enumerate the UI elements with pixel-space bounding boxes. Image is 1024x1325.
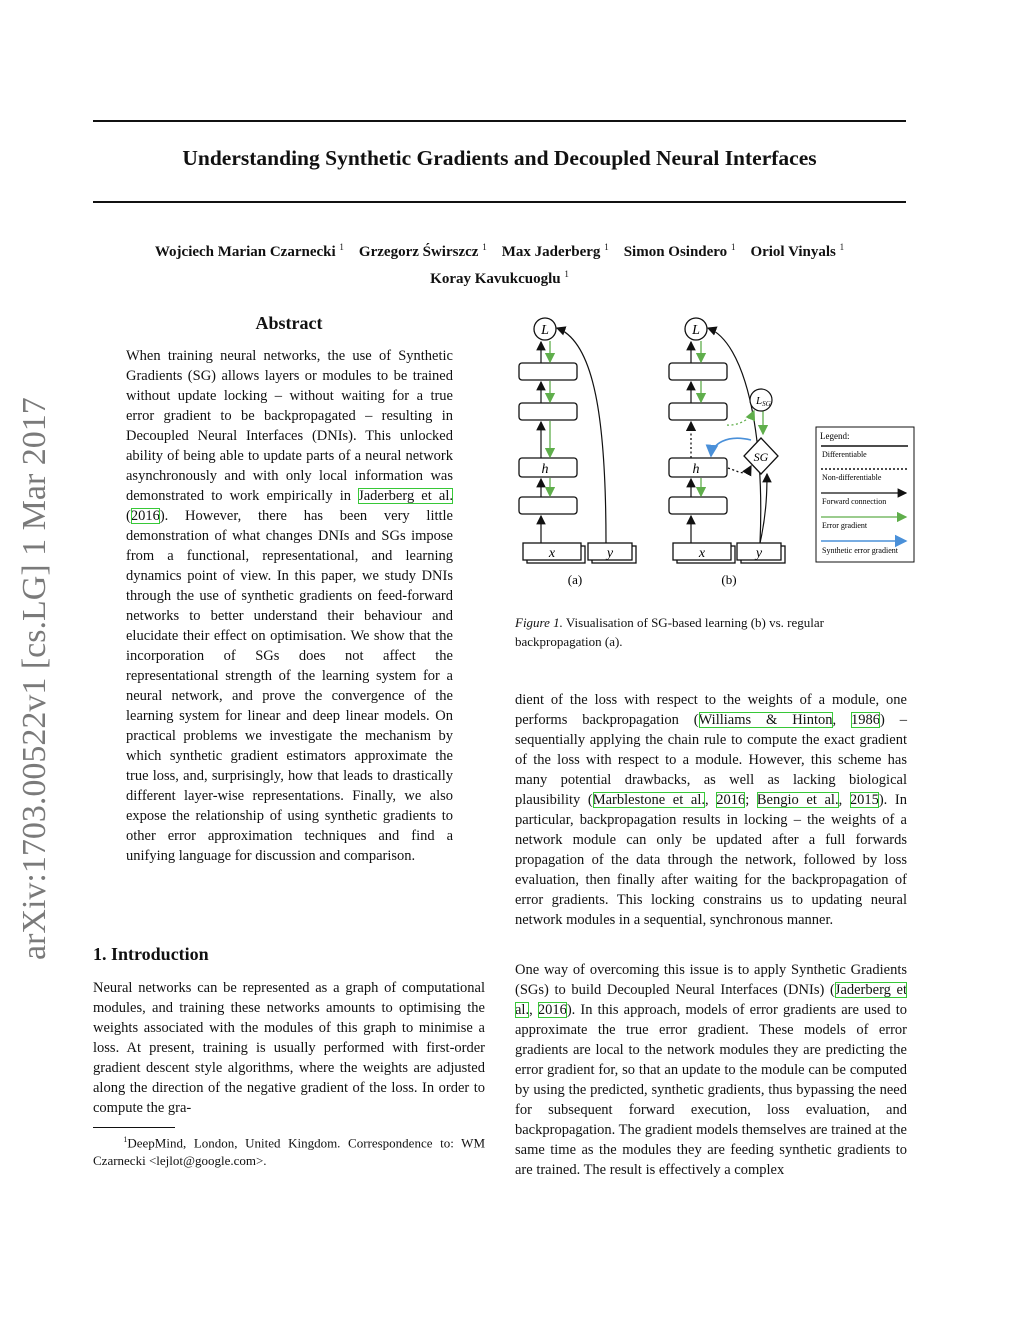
section-heading-introduction: 1. Introduction <box>93 944 209 964</box>
citation-year-link[interactable]: 1986 <box>851 712 881 728</box>
footnote <box>93 1131 485 1170</box>
footnote-mark: 1 <box>123 1135 128 1144</box>
legend-item: Differentiable <box>822 450 867 459</box>
author-name: Wojciech Marian Czarnecki <box>154 244 336 260</box>
subfigure-b-label: (b) <box>721 572 737 587</box>
legend-item: Non-differentiable <box>822 473 882 482</box>
introduction-paragraph: Neural networks can be represented as a graph of computational modules, and training these networks amounts to optimising the weights associated with the modules of this graph to minimise a loss. At present, training is usually performed with first-order gradient descent style algorithms, where the weights are adjusted along the direction of the negative gradient of the loss. In order to compute the gra- <box>93 980 485 1116</box>
loss-label: L <box>541 323 549 338</box>
author-affiliation: 1 <box>604 242 609 252</box>
module-box <box>669 497 727 514</box>
diagram-b <box>669 318 785 587</box>
legend-title: Legend: <box>820 431 850 441</box>
author-name: Simon Osindero <box>623 244 728 260</box>
legend-item: Synthetic error gradient <box>822 546 898 555</box>
arxiv-identifier[interactable]: arXiv:1703.00522v1 [cs.LG] 1 Mar 2017 <box>16 397 53 960</box>
author-affiliation: 1 <box>339 242 344 252</box>
citation-link[interactable]: Jaderberg et al. <box>515 982 908 1018</box>
abstract-body <box>126 346 453 866</box>
author-name: Grzegorz Świrszcz <box>358 244 479 260</box>
module-box <box>519 497 577 514</box>
module-box <box>669 363 727 380</box>
top-rule <box>93 120 906 122</box>
title-bottom-rule <box>93 201 906 203</box>
citation-year-link[interactable]: 2016 <box>130 508 160 524</box>
dotted-error-gradient <box>727 411 754 425</box>
citation-link[interactable]: Bengio et al. <box>756 792 839 808</box>
figure-legend <box>816 427 914 562</box>
author-affiliation: 1 <box>482 242 487 252</box>
module-box <box>519 403 577 420</box>
synthetic-loss-label: LSG <box>756 395 771 408</box>
input-x-label: x <box>548 546 556 561</box>
module-box <box>519 363 577 380</box>
author-affiliation: 1 <box>564 269 569 279</box>
non-differentiable-link <box>728 466 751 473</box>
figure-caption <box>515 613 907 651</box>
body-text: ). In this approach, models of error gradients are used to approximate the true error gradient. These models of error gradients are local to the network modules they are predicting the error gradient for, so that an update to the module can be computed by using the predicted, synthetic gradients, thus bypassing the need for subsequent forward execution, loss evaluation, and backpropagation. The gradient models themselves are trained at the same time as the modules they are feeding synthetic gradients to are trained. The result is effectively a complex <box>515 1002 907 1178</box>
abstract-text: When training neural networks, the use of Synthetic Gradients (SG) allows layers or modules to be trained without update locking – without waiting for a true error gradient to be backpropagated – resulting in Decoupled Neural Interfaces (DNIs). This unlocked ability of being able to update parts of a neural network asynchronously and with only local information was demonstrated to work empirically in <box>126 348 453 504</box>
citation-separator: ; <box>745 792 757 808</box>
footnote-rule <box>93 1127 175 1128</box>
body-paragraph <box>515 960 907 1180</box>
legend-item: Error gradient <box>822 521 868 530</box>
paper-title: Understanding Synthetic Gradients and Decoupled Neural Interfaces <box>182 146 817 170</box>
target-y-label: y <box>606 546 614 561</box>
loss-label: L <box>692 323 700 338</box>
figure-number: Figure 1. <box>515 615 563 630</box>
citation-link[interactable]: Marblestone et al. <box>592 792 705 808</box>
body-text: ) – sequentially applying the chain rule to compute the exact gradient of the loss with respect to a module. However, this scheme has many potential drawbacks, as well as lacking biological plausibility ( <box>515 712 907 808</box>
figure-caption-text: Visualisation of SG-based learning (b) vs. regular backpropagation (a). <box>515 615 824 649</box>
citation-separator: ( <box>126 508 131 524</box>
citation-separator: , <box>838 792 850 808</box>
abstract-text: ). However, there has been very little demonstration of what changes DNIs and SGs impose from a functional, representational, and learning dynamics point of view. In this paper, we study DNIs through the use of synthetic gradients on feed-forward networks to better understand their behaviour and elucidate their effect on optimisation. We show that the incorporation of SGs does not affect the representational strength of the learning system for a neural network, and prove the convergence of the learning system for linear and deep linear models. On practical problems we investigate the mechanism by which synthetic gradient estimators approximate the true loss, and, surprisingly, how that leads to drastically different layer-wise representations. Finally, we also expose the relationship of using synthetic gradients to other error approximation techniques and find a unifying language for discussion and comparison. <box>126 508 453 864</box>
subfigure-a-label: (a) <box>567 572 583 587</box>
author-list <box>93 236 906 290</box>
citation-year-link[interactable]: 2016 <box>537 1002 567 1018</box>
citation-year-link[interactable]: 2015 <box>849 792 879 808</box>
body-text: dient of the loss with respect to the weights of a module, one performs backpropagation ( <box>515 692 907 728</box>
hidden-label: h <box>541 462 549 477</box>
author-name: Max Jaderberg <box>501 244 601 260</box>
citation-link[interactable]: Jaderberg et al. <box>358 488 453 504</box>
hidden-label: h <box>692 462 700 477</box>
citation-separator: , <box>529 1002 538 1018</box>
input-x-label: x <box>698 546 706 561</box>
citation-year-link[interactable]: 2016 <box>716 792 746 808</box>
citation-separator: , <box>704 792 717 808</box>
abstract-heading: Abstract <box>255 313 323 333</box>
module-box <box>669 403 727 420</box>
citation-link[interactable]: Williams & Hinton <box>698 712 833 728</box>
body-paragraph <box>515 690 907 930</box>
synthetic-gradient-arrow <box>711 438 751 456</box>
target-y-label: y <box>755 546 763 561</box>
author-name: Koray Kavukcuoglu <box>430 271 561 287</box>
author-affiliation: 1 <box>730 242 736 252</box>
body-text: ). In particular, backpropagation results in locking – the weights of a network module can only be updated after a full forwards propagation of the data through the network, followed by loss evaluation, then finally after waiting for the backpropagation of error gradients. This locking constrains us to updating neural network modules in a sequential, synchronous manner. <box>515 792 907 928</box>
diagram-a <box>519 318 636 587</box>
figure-1-diagram <box>505 312 917 602</box>
sg-label: SG <box>753 450 769 464</box>
legend-item: Forward connection <box>822 497 887 506</box>
citation-separator: , <box>832 712 852 728</box>
body-text: One way of overcoming this issue is to apply Synthetic Gradients (SGs) to build Decoupled Neural Interfaces (DNIs) ( <box>515 962 907 998</box>
author-affiliation: 1 <box>839 242 845 252</box>
footnote-text: DeepMind, London, United Kingdom. Correspondence to: WM Czarnecki <lejlot@google.com>. <box>93 1135 485 1169</box>
author-name: Oriol Vinyals <box>750 244 836 260</box>
